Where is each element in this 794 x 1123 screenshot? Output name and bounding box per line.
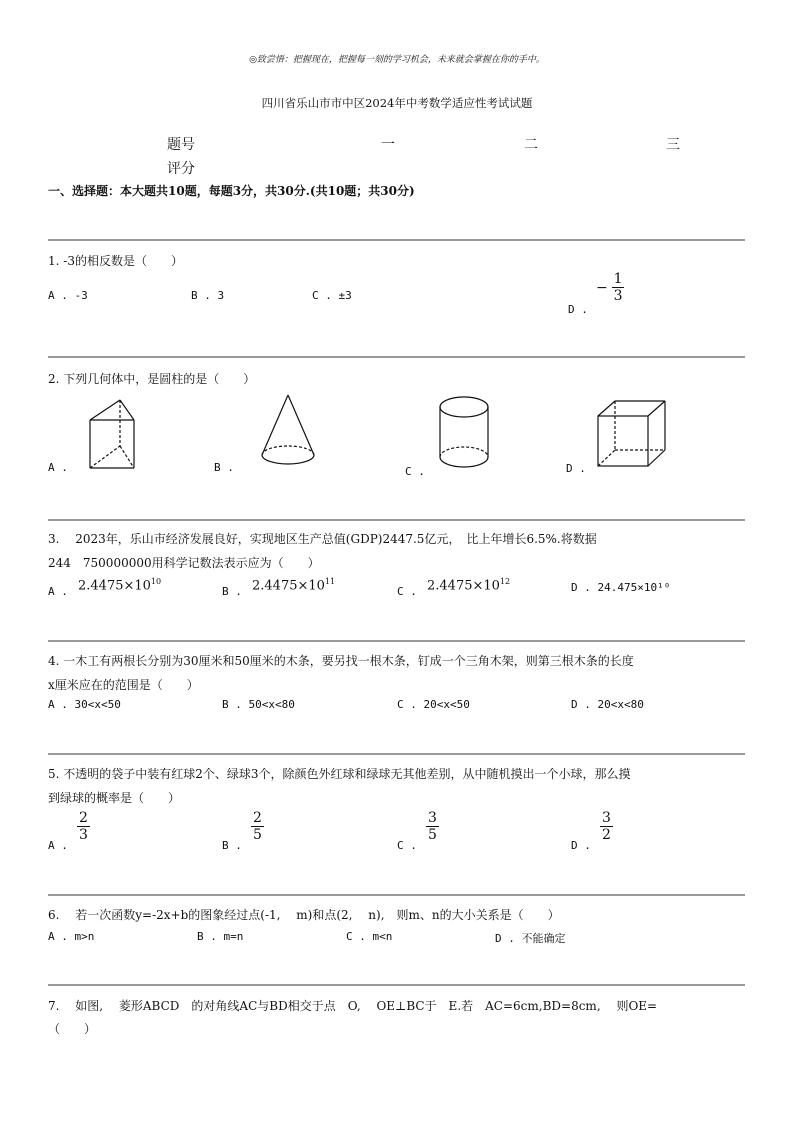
q2-option-b[interactable]: B .: [214, 461, 234, 474]
q5-a-denominator: 3: [79, 827, 88, 843]
divider: [48, 984, 745, 986]
q3-option-b-label[interactable]: B .: [222, 585, 242, 598]
q3-b-exponent: 11: [324, 577, 336, 586]
score-table-col-2: 二: [524, 137, 538, 153]
q7-stem-line1: 7. 如图, 菱形ABCD 的对角线AC与BD相交于点 O, OE⊥BC于 E.若 AC=6cm,BD=8cm, 则OE=: [48, 999, 658, 1013]
q5-option-c[interactable]: [426, 810, 439, 843]
q3-c-base: 2.4475×10: [427, 578, 500, 594]
q3-option-d[interactable]: D . 24.475×10¹⁰: [571, 581, 671, 594]
divider: [48, 519, 745, 521]
q1-option-b[interactable]: B . 3: [191, 289, 225, 302]
q4-option-b[interactable]: B . 50<x<80: [222, 698, 295, 711]
q4-option-c[interactable]: C . 20<x<50: [397, 698, 470, 711]
q3-a-base: 2.4475×10: [78, 578, 151, 594]
q5-stem-line2: 到绿球的概率是（ ）: [48, 791, 181, 805]
divider: [48, 640, 745, 642]
cone-figure: [259, 393, 317, 471]
q5-b-denominator: 5: [253, 827, 262, 843]
q3-option-a-label[interactable]: A .: [48, 585, 68, 598]
q1-option-d-fraction: [596, 271, 624, 304]
score-table-row1-label: 题号: [167, 137, 195, 153]
q5-stem-line1: 5. 不透明的袋子中装有红球2个、绿球3个，除颜色外红球和绿球无其他差别，从中随机摸出一个小球，那么摸: [48, 767, 631, 781]
q6-option-b[interactable]: B . m=n: [197, 930, 244, 943]
q6-option-a[interactable]: A . m>n: [48, 930, 95, 943]
q2-option-c[interactable]: C .: [405, 465, 425, 478]
q2-stem: 2. 下列几何体中，是圆柱的是（ ）: [48, 372, 256, 386]
cylinder-figure: [437, 395, 491, 471]
q3-b-base: 2.4475×10: [252, 578, 325, 594]
q5-option-b-label[interactable]: B .: [222, 839, 242, 852]
q5-option-d[interactable]: [600, 810, 613, 843]
q5-c-denominator: 5: [428, 827, 437, 843]
q3-option-b[interactable]: [252, 577, 335, 593]
divider: [48, 753, 745, 755]
q4-stem-line2: x厘米应在的范围是（ ）: [48, 678, 199, 692]
q3-a-exponent: 10: [150, 577, 162, 586]
q2-option-d[interactable]: D .: [566, 462, 586, 475]
triangular-prism-figure: [80, 398, 140, 470]
q5-d-denominator: 2: [602, 827, 611, 843]
q5-option-a[interactable]: [77, 810, 90, 843]
q5-option-a-label[interactable]: A .: [48, 839, 68, 852]
divider: [48, 356, 745, 358]
section-heading: 一、选择题：本大题共10题，每题3分，共30分.(共10题；共30分): [48, 184, 415, 198]
q3-option-c[interactable]: [427, 577, 510, 593]
q3-stem-line1: 3. 2023年，乐山市经济发展良好，实现地区生产总值(GDP)2447.5亿元， 比上年增长6.5%.将数据: [48, 532, 597, 546]
q4-option-d[interactable]: D . 20<x<80: [571, 698, 644, 711]
motto: ◎致尝悟：把握现在，把握每一刻的学习机会，未来就会掌握在你的手中。: [249, 55, 545, 65]
q1-option-d-label[interactable]: D .: [568, 303, 588, 316]
q6-option-c[interactable]: C . m<n: [346, 930, 393, 943]
q1-d-sign: −: [596, 279, 608, 296]
q5-a-numerator: 2: [79, 810, 88, 826]
score-table-row2-label: 评分: [167, 161, 195, 177]
q6-stem: 6. 若一次函数y=-2x+b的图象经过点(-1, m)和点(2, n), 则m、n的大小关系是（ ）: [48, 908, 560, 922]
q1-option-a[interactable]: A . -3: [48, 289, 88, 302]
q1-d-denominator: 3: [613, 288, 623, 304]
q1-d-numerator: 1: [613, 271, 623, 287]
q5-d-numerator: 3: [602, 810, 611, 826]
q5-option-c-label[interactable]: C .: [397, 839, 417, 852]
score-table-col-3: 三: [666, 137, 680, 153]
q7-stem-line2: （ ）: [48, 1022, 97, 1036]
q5-c-numerator: 3: [428, 810, 437, 826]
q5-b-numerator: 2: [253, 810, 262, 826]
q2-option-a[interactable]: A .: [48, 461, 68, 474]
divider: [48, 239, 745, 241]
page-title: 四川省乐山市市中区2024年中考数学适应性考试试题: [261, 96, 533, 110]
score-table-col-1: 一: [381, 137, 395, 153]
q3-c-exponent: 12: [499, 577, 511, 586]
q3-stem-line2: 244 750000000用科学记数法表示应为（ ）: [48, 556, 320, 570]
q4-option-a[interactable]: A . 30<x<50: [48, 698, 121, 711]
q4-stem-line1: 4. 一木工有两根长分别为30厘米和50厘米的木条，要另找一根木条，钉成一个三角木架，则第三根木条的长度: [48, 654, 634, 668]
q5-option-b[interactable]: [251, 810, 264, 843]
q1-option-c[interactable]: C . ±3: [312, 289, 352, 302]
q5-option-d-label[interactable]: D .: [571, 839, 591, 852]
divider: [48, 894, 745, 896]
q1-stem: 1. -3的相反数是（ ）: [48, 254, 183, 268]
q3-option-a[interactable]: [78, 577, 161, 593]
q3-option-c-label[interactable]: C .: [397, 585, 417, 598]
q6-option-d[interactable]: D . 不能确定: [495, 932, 566, 945]
cube-figure: [595, 398, 667, 470]
